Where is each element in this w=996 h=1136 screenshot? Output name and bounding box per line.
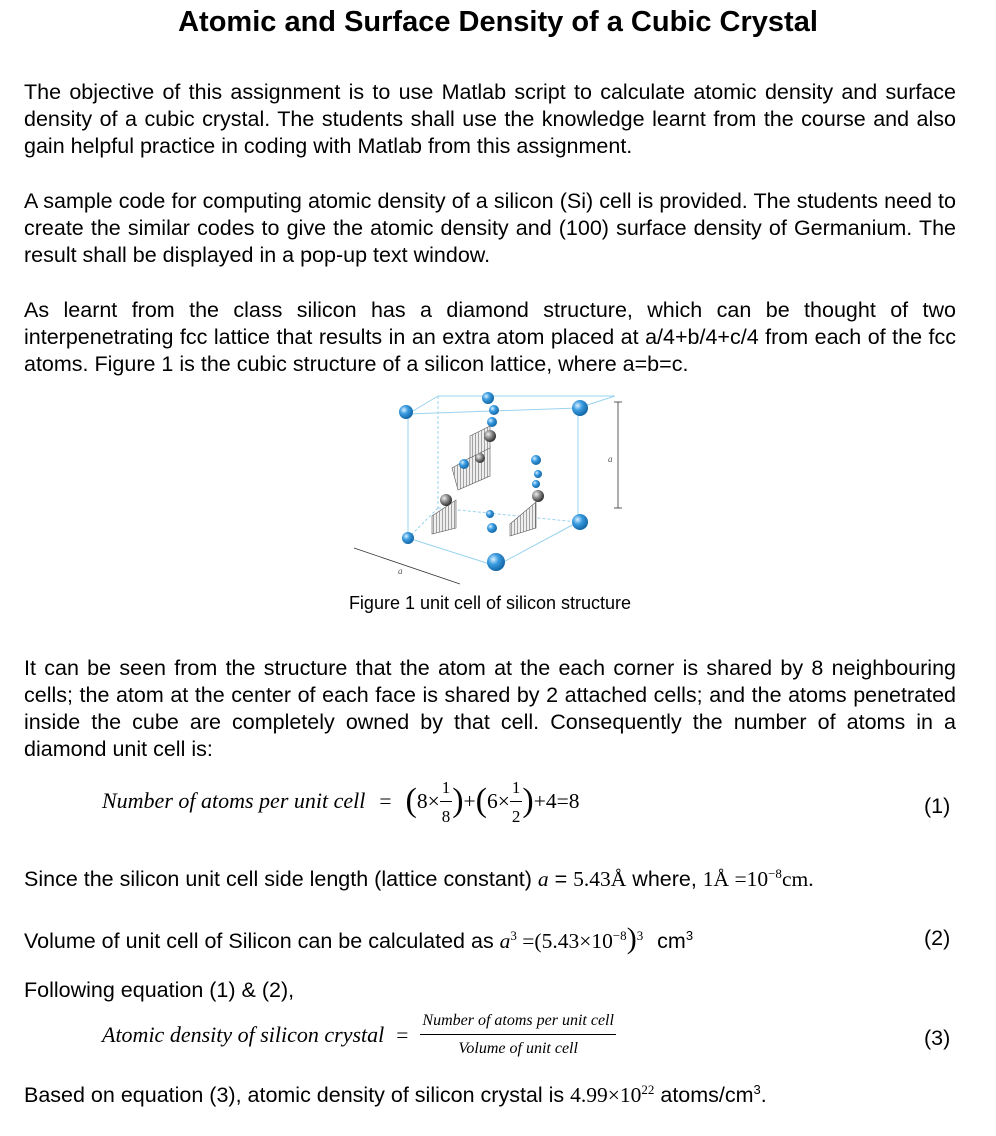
result-period: . <box>760 1083 767 1108</box>
equation-1: Number of atoms per unit cell = (8× $\frac{1}{8}$ )+(6× $\frac{1}{2}$ )+4=8 <box>102 778 580 826</box>
eq1-term1-den: 8 <box>441 807 451 826</box>
result-value: 4.99×10 <box>570 1083 642 1108</box>
result-line <box>24 1082 767 1108</box>
silicon-unit-cell-figure <box>340 388 650 588</box>
lattice-angstrom-2: Å <box>713 867 730 892</box>
eq1-term2-prefix: 6× <box>487 789 510 814</box>
equation-2-number: (2) <box>924 926 951 950</box>
lattice-angstrom: Å <box>610 867 627 892</box>
eq1-term2-num: 1 <box>510 778 523 802</box>
paragraph-structure: As learnt from the class silicon has a diamond structure, which can be thought of two interpenetrating fcc lattice that results in an extra atom placed at a/4+b/4+c/4 from each of the fcc atoms. Figure 1 is the cubic structure of a silicon lattice, where a=b=c. <box>24 298 956 376</box>
lattice-text: Since the silicon unit cell side length (lattice constant) <box>24 867 538 892</box>
result-unit-exp: 3 <box>753 1082 761 1097</box>
eq1-plus: + <box>463 789 476 814</box>
lattice-period: . <box>808 867 814 892</box>
paragraph-sharing: It can be seen from the structure that the atom at the each corner is shared by 8 neighbouring cells; the atom at the center of each face is shared by 2 attached cells; and the atoms penetrated inside the cube are completely owned by that cell. Consequently the number of atoms in a diamond unit cell is: <box>24 656 956 761</box>
eq2-text: Volume of unit cell of Silicon can be calculated as <box>24 929 500 953</box>
eq1-term1-prefix: 8× <box>416 789 440 814</box>
following-line: Following equation (1) & (2), <box>24 978 295 1002</box>
bond-blocks <box>432 426 536 536</box>
bottom-a-label: a <box>398 566 403 576</box>
paragraph-objective: The objective of this assignment is to use Matlab script to calculate atomic density and surface density of a cubic crystal. The students shall use the knowledge learnt from the course and also gain helpful practice in coding with Matlab from this assignment. <box>24 80 956 158</box>
eq2-unit: cm <box>657 929 686 953</box>
lattice-cm: cm <box>781 867 809 892</box>
eq3-lhs: Atomic density of silicon crystal <box>102 1022 385 1047</box>
side-a-label: a <box>608 454 613 464</box>
eq3-equals: = <box>396 1022 409 1047</box>
eq2-outer-exp: 3 <box>636 927 644 943</box>
eq2-a-var: a <box>499 929 511 953</box>
eq2-unit-exp: 3 <box>685 927 694 943</box>
equation-3-number: (3) <box>924 1026 951 1050</box>
lattice-a-var: a <box>537 867 549 892</box>
equation-2 <box>24 922 693 956</box>
result-text: Based on equation (3), atomic density of silicon crystal is <box>24 1083 571 1108</box>
eq2-cube: 3 <box>510 927 517 943</box>
eq1-tail: +4=8 <box>533 789 580 814</box>
result-unit: atoms/cm <box>654 1083 754 1108</box>
eq2-exp: −8 <box>612 927 627 943</box>
lattice-exp: −8 <box>768 866 782 881</box>
result-exp: 22 <box>641 1082 655 1097</box>
lattice-value: 5.43 <box>573 867 611 892</box>
equation-3 <box>102 1012 616 1058</box>
lattice-one: 1 <box>702 867 714 892</box>
figure-caption: Figure 1 unit cell of silicon structure <box>348 593 632 613</box>
eq2-close: ) <box>626 922 637 955</box>
eq1-term2-den: 2 <box>511 807 521 826</box>
equation-1-number: (1) <box>924 794 951 818</box>
eq3-denominator: Volume of unit cell <box>458 1040 578 1057</box>
eq1-lhs: Number of atoms per unit cell <box>102 788 366 814</box>
page-title: Atomic and Surface Density of a Cubic Crystal <box>178 6 818 38</box>
eq1-equals: = <box>379 789 392 814</box>
eq1-term1-num: 1 <box>440 778 453 802</box>
lattice-eq-part: =10 <box>729 867 769 892</box>
paragraph-sample: A sample code for computing atomic density of a silicon (Si) cell is provided. The students need to create the similar codes to give the atomic density and (100) surface density of Germanium. The result shall be displayed in a pop-up text window. <box>24 189 956 267</box>
lattice-constant-line <box>24 866 814 892</box>
lattice-equals: = <box>548 867 574 892</box>
eq3-numerator: Number of atoms per unit cell <box>420 1012 616 1035</box>
cube-edges <box>408 396 615 566</box>
lattice-where: where, <box>626 867 703 892</box>
eq2-open: =(5.43×10 <box>516 929 613 953</box>
